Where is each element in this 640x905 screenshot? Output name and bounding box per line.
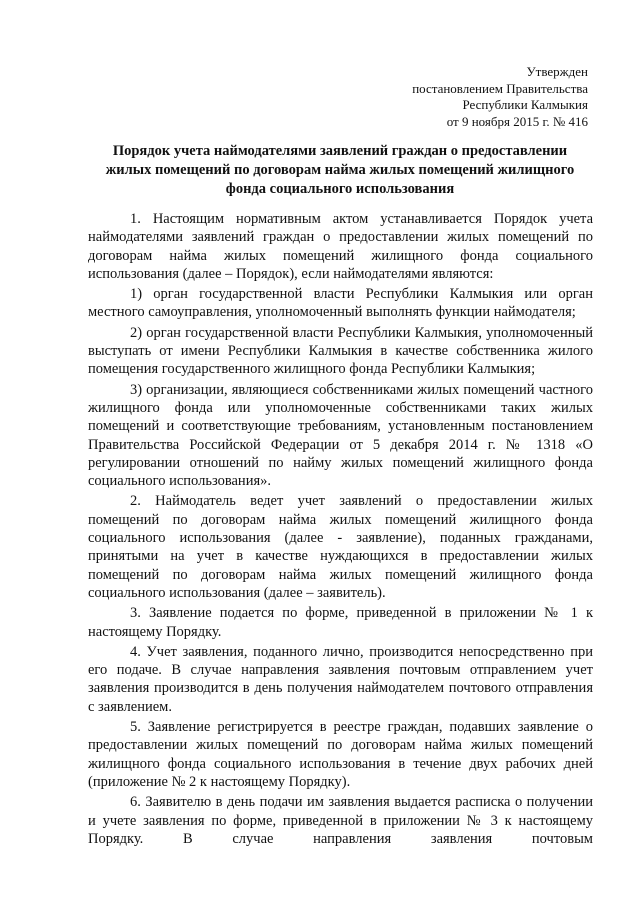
paragraph-1: 1. Настоящим нормативным актом устанавливается Порядок учета наймодателями заявлений граждан о предоставлении жилых помещений по договорам найма жилых помещений жилищного фонда социального использования (далее – Порядок), если наймодателями являются:: [88, 211, 593, 282]
approval-block: [412, 64, 588, 130]
approval-line: Республики Калмыкия: [462, 97, 588, 112]
approval-line: от 9 ноября 2015 г. № 416: [446, 113, 588, 129]
document-title: Порядок учета наймодателями заявлений граждан о предоставлении жилых помещений по договорам найма жилых помещений жилищного фонда социального использования: [105, 143, 575, 197]
approval-line: Утвержден: [526, 64, 588, 79]
paragraph-3: 3. Заявление подается по форме, приведенной в приложении № 1 к настоящему Порядку.: [88, 605, 593, 640]
paragraph-2: 2. Наймодатель ведет учет заявлений о предоставлении жилых помещений по договорам найма жилых помещений жилищного фонда социального использования (далее - заявление), поданных гражданами, принятыми на учет в качестве нуждающихся в предоставлении жилых помещений по договорам найма жилых помещений жилищного фонда социального использования (далее – заявитель).: [88, 493, 593, 601]
paragraph-1-2: 2) орган государственной власти Республики Калмыкия, уполномоченный выступать от имени Республики Калмыкия в качестве собственника жилого помещения государственного жилищного фонда Республики Калмыкия;: [88, 324, 593, 378]
paragraph-1-3: 3) организации, являющиеся собственниками жилых помещений частного жилищного фонда или уполномоченные собственниками таких жилых помещений и соответствующие требованиям, установленным постановлением Правительства Российской Федерации от 5 декабря 2014 г. № 1318 «О регулировании отношений по найму жилых помещений жилищного фонда социального использования».: [88, 381, 593, 490]
document-body: [88, 210, 593, 850]
paragraph-1-1: 1) орган государственной власти Республики Калмыкия или орган местного самоуправления, уполномоченный выполнять функции наймодателя;: [88, 286, 593, 321]
paragraph-4: 4. Учет заявления, поданного лично, производится непосредственно при его подаче. В случае направления заявления почтовым отправлением учет заявления производится в день получения наймодателем почтового отправления с заявлением.: [88, 643, 593, 715]
approval-line: постановлением Правительства: [412, 80, 588, 96]
paragraph-6: 6. Заявителю в день подачи им заявления выдается расписка о получении и учете заявления по форме, приведенной в приложении № 3 к настоящему Порядку. В случае направления заявления почтовым: [88, 794, 593, 847]
paragraph-5: 5. Заявление регистрируется в реестре граждан, подавших заявление о предоставлении жилых помещений по договорам найма жилых помещений жилищного фонда социального использования в течение двух рабочих дней (приложение № 2 к настоящему Порядку).: [88, 719, 593, 790]
